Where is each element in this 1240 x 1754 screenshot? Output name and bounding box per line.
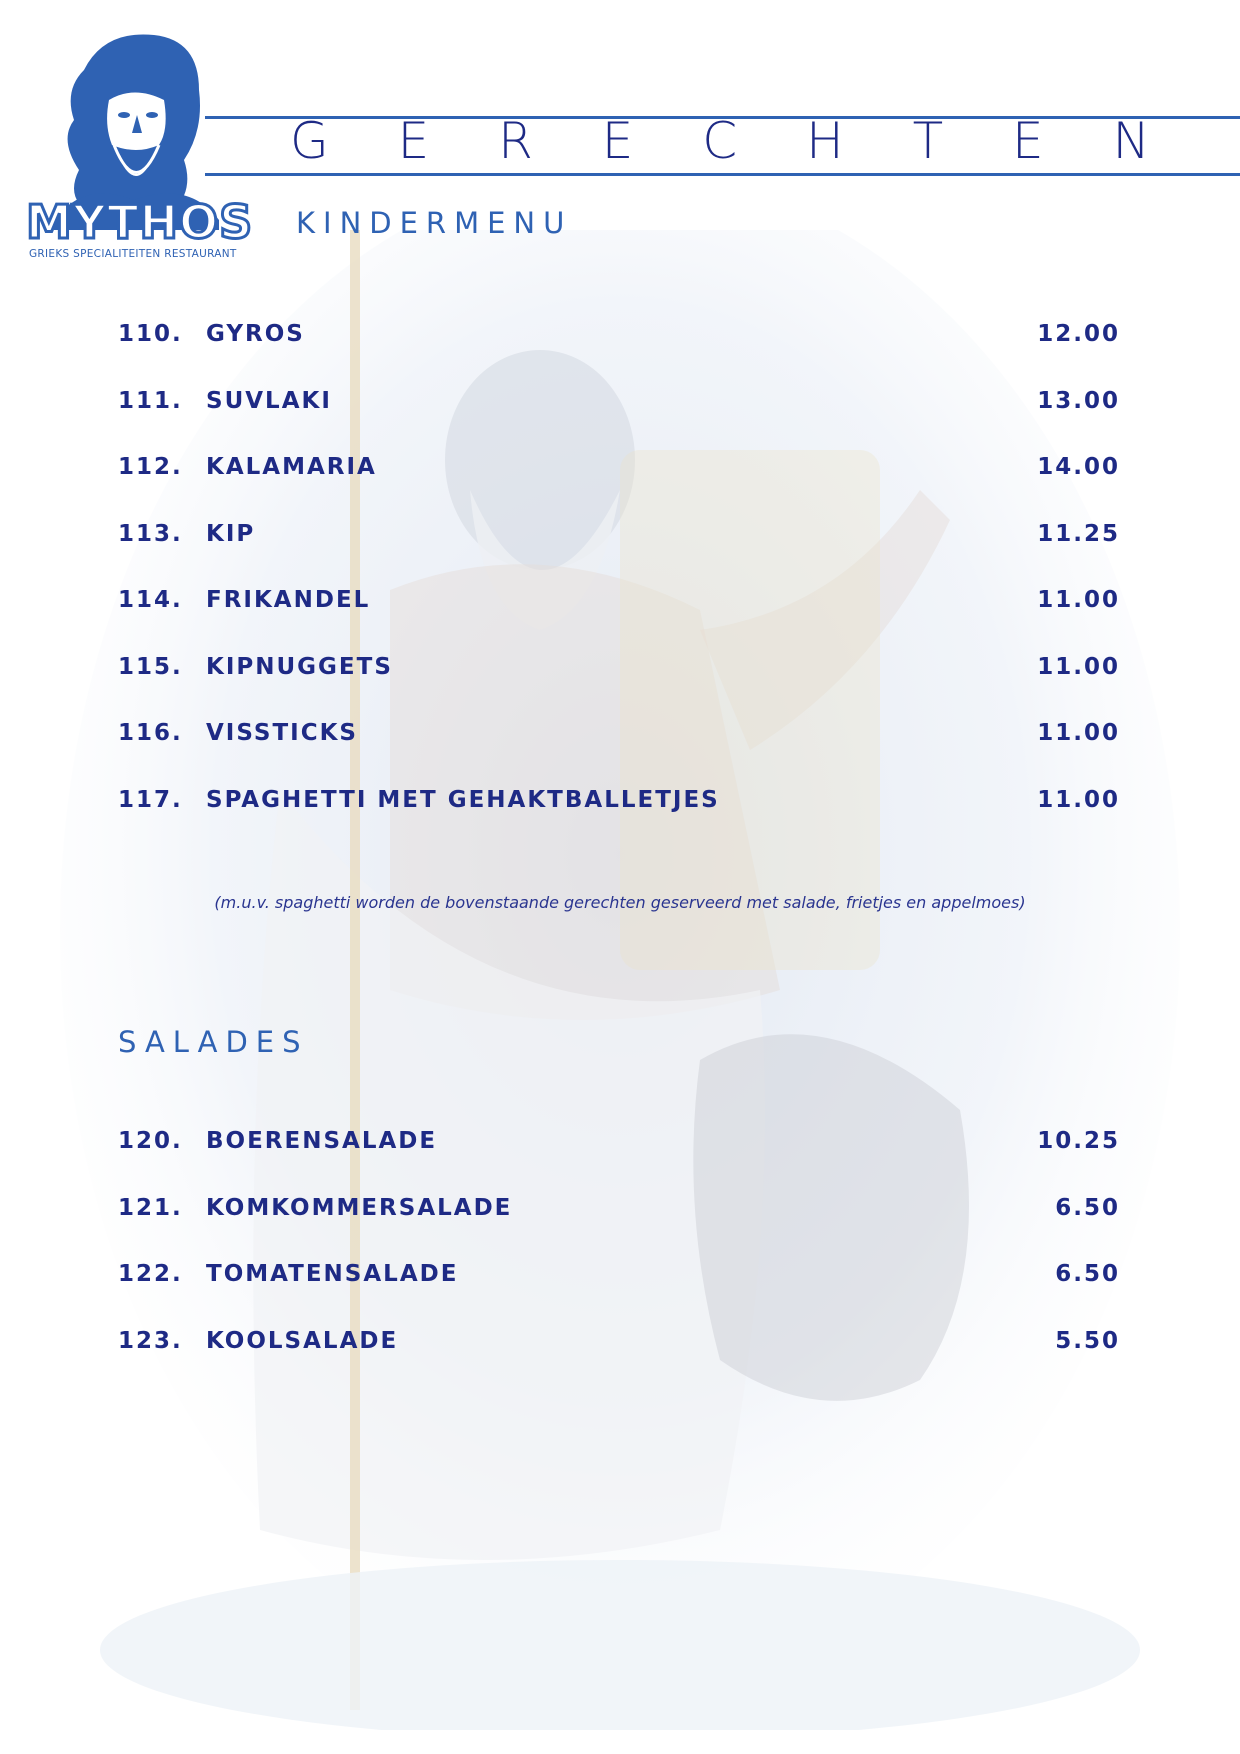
item-number: 115.: [118, 653, 183, 680]
item-price: 11.25: [1037, 520, 1120, 547]
item-name: SUVLAKI: [206, 387, 332, 414]
item-name: KALAMARIA: [206, 454, 377, 480]
menu-item: [118, 1261, 1120, 1328]
item-name: VISSTICKS: [206, 720, 358, 746]
title-letter: E: [601, 112, 634, 170]
item-price: 10.25: [1037, 1128, 1120, 1154]
kindermenu-note: (m.u.v. spaghetti worden de bovenstaande gerechten geserveerd met salade, frietjes en appelmoes): [214, 893, 1026, 912]
title-letter: G: [290, 112, 329, 170]
item-name: KIP: [206, 520, 256, 547]
item-price: 11.00: [1037, 587, 1120, 613]
item-number: 112.: [118, 454, 183, 480]
item-name: GYROS: [206, 321, 305, 347]
item-number: 116.: [118, 720, 183, 746]
item-number: 117.: [118, 786, 183, 813]
menu-item: [118, 654, 1120, 721]
salades-heading: SALADES: [118, 1025, 309, 1059]
kindermenu-heading: KINDERMENU: [296, 206, 573, 240]
title-letter: T: [912, 112, 944, 170]
menu-item: [118, 1128, 1120, 1195]
logo-wordmark: MYTHOS: [26, 195, 254, 249]
logo-subtitle: GRIEKS SPECIALITEITEN RESTAURANT: [29, 248, 237, 260]
page-title: [290, 112, 1150, 170]
title-letter: E: [1012, 112, 1044, 170]
title-letter: H: [806, 112, 844, 170]
menu-item: [118, 321, 1120, 388]
item-price: 14.00: [1037, 454, 1120, 480]
item-price: 13.00: [1037, 387, 1120, 414]
menu-item: [118, 1328, 1120, 1395]
item-price: 5.50: [1055, 1327, 1120, 1354]
menu-item: [118, 587, 1120, 654]
item-number: 113.: [118, 520, 183, 547]
item-name: SPAGHETTI MET GEHAKTBALLETJES: [206, 786, 720, 813]
menu-item: [118, 388, 1120, 455]
item-number: 111.: [118, 387, 183, 414]
item-name: BOERENSALADE: [206, 1128, 438, 1154]
menu-item: [118, 454, 1120, 521]
title-letter: N: [1112, 112, 1150, 170]
item-price: 11.00: [1037, 786, 1120, 813]
title-letter: E: [397, 112, 430, 170]
item-name: KIPNUGGETS: [206, 653, 393, 680]
item-price: 11.00: [1037, 653, 1120, 680]
menu-item: [118, 521, 1120, 588]
salades-list: [118, 1128, 1120, 1394]
item-number: 122.: [118, 1261, 183, 1287]
item-price: 6.50: [1055, 1194, 1120, 1221]
title-letter: R: [498, 112, 533, 170]
title-letter: C: [702, 112, 738, 170]
item-price: 12.00: [1037, 321, 1120, 347]
item-name: TOMATENSALADE: [206, 1261, 459, 1287]
menu-item: [118, 1195, 1120, 1262]
item-number: 121.: [118, 1194, 183, 1221]
item-name: KOMKOMMERSALADE: [206, 1194, 513, 1221]
item-price: 6.50: [1055, 1261, 1120, 1287]
header-rule-bottom: [205, 173, 1240, 176]
item-price: 11.00: [1037, 720, 1120, 746]
item-number: 120.: [118, 1128, 183, 1154]
item-name: KOOLSALADE: [206, 1327, 399, 1354]
menu-item: [118, 720, 1120, 787]
item-number: 123.: [118, 1327, 183, 1354]
kindermenu-list: [118, 321, 1120, 853]
item-number: 110.: [118, 321, 183, 347]
item-number: 114.: [118, 587, 183, 613]
menu-item: [118, 787, 1120, 854]
item-name: FRIKANDEL: [206, 587, 371, 613]
